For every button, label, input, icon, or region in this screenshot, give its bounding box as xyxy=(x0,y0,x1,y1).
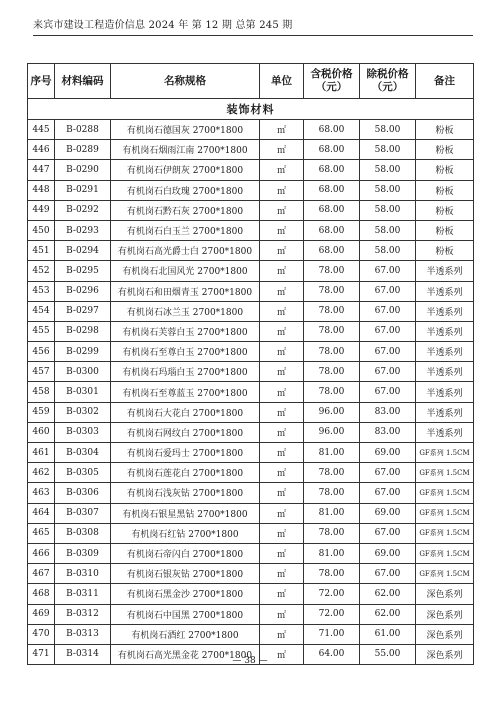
row-notax-price: 69.00 xyxy=(360,443,416,463)
row-notax-price: 58.00 xyxy=(360,241,416,261)
row-notax-price: 67.00 xyxy=(360,564,416,584)
row-name: 有机岗石至尊白玉 2700*1800 xyxy=(111,342,260,362)
row-no: 451 xyxy=(28,241,55,261)
row-no: 471 xyxy=(28,644,55,664)
row-name: 有机岗石北国风光 2700*1800 xyxy=(111,261,260,281)
table-row xyxy=(28,281,474,301)
col-header-notax-price: 除税价格（元） xyxy=(360,64,416,99)
row-tax-price: 96.00 xyxy=(304,422,360,442)
row-tax-price: 81.00 xyxy=(304,543,360,563)
row-unit: ㎡ xyxy=(260,543,304,563)
table-row xyxy=(28,120,474,140)
row-no: 449 xyxy=(28,200,55,220)
row-name: 有机岗石银灰钻 2700*1800 xyxy=(111,564,260,584)
row-tax-price: 78.00 xyxy=(304,463,360,483)
col-header-no: 序号 xyxy=(28,64,55,99)
row-name: 有机岗石黔石灰 2700*1800 xyxy=(111,200,260,220)
row-unit: ㎡ xyxy=(260,120,304,140)
row-no: 452 xyxy=(28,261,55,281)
row-unit: ㎡ xyxy=(260,523,304,543)
col-header-code: 材料编码 xyxy=(55,64,111,99)
row-note: 粉板 xyxy=(416,220,474,240)
table-row xyxy=(28,321,474,341)
table-row xyxy=(28,564,474,584)
row-name: 有机岗石大花白 2700*1800 xyxy=(111,402,260,422)
row-unit: ㎡ xyxy=(260,261,304,281)
row-name: 有机岗石和田烟青玉 2700*1800 xyxy=(111,281,260,301)
row-no: 446 xyxy=(28,140,55,160)
row-note: GF系列 1.5CM xyxy=(416,503,474,523)
row-name: 有机岗石冰兰玉 2700*1800 xyxy=(111,301,260,321)
row-code: B-0306 xyxy=(55,483,111,503)
row-unit: ㎡ xyxy=(260,382,304,402)
row-no: 466 xyxy=(28,543,55,563)
row-note: GF系列 1.5CM xyxy=(416,483,474,503)
row-note: GF系列 1.5CM xyxy=(416,463,474,483)
row-no: 447 xyxy=(28,160,55,180)
col-header-note: 备注 xyxy=(416,64,474,99)
row-no: 469 xyxy=(28,604,55,624)
row-name: 有机岗石伊朗灰 2700*1800 xyxy=(111,160,260,180)
row-notax-price: 58.00 xyxy=(360,140,416,160)
row-note: 半透系列 xyxy=(416,261,474,281)
table-row xyxy=(28,443,474,463)
row-code: B-0302 xyxy=(55,402,111,422)
row-name: 有机岗石白玉兰 2700*1800 xyxy=(111,220,260,240)
table-row xyxy=(28,200,474,220)
row-code: B-0313 xyxy=(55,624,111,644)
row-notax-price: 62.00 xyxy=(360,604,416,624)
row-notax-price: 69.00 xyxy=(360,543,416,563)
row-note: 深色系列 xyxy=(416,624,474,644)
row-note: 半透系列 xyxy=(416,362,474,382)
row-name: 有机岗石烟雨江南 2700*1800 xyxy=(111,140,260,160)
page-header: 来宾市建设工程造价信息 2024 年 第 12 期 总第 245 期 xyxy=(33,20,293,31)
row-name: 有机岗石芙蓉白玉 2700*1800 xyxy=(111,321,260,341)
row-notax-price: 67.00 xyxy=(360,261,416,281)
row-name: 有机岗石莲花白 2700*1800 xyxy=(111,463,260,483)
table-row xyxy=(28,362,474,382)
row-code: B-0291 xyxy=(55,180,111,200)
row-code: B-0314 xyxy=(55,644,111,664)
page-number: — 38 — xyxy=(232,656,268,666)
row-notax-price: 67.00 xyxy=(360,382,416,402)
row-code: B-0295 xyxy=(55,261,111,281)
row-note: 粉板 xyxy=(416,160,474,180)
row-tax-price: 78.00 xyxy=(304,382,360,402)
row-tax-price: 68.00 xyxy=(304,180,360,200)
row-unit: ㎡ xyxy=(260,483,304,503)
row-no: 468 xyxy=(28,584,55,604)
row-name: 有机岗石玛瑙白玉 2700*1800 xyxy=(111,362,260,382)
row-tax-price: 78.00 xyxy=(304,523,360,543)
row-unit: ㎡ xyxy=(260,241,304,261)
row-unit: ㎡ xyxy=(260,200,304,220)
row-code: B-0307 xyxy=(55,503,111,523)
row-name: 有机岗石网纹白 2700*1800 xyxy=(111,422,260,442)
row-notax-price: 67.00 xyxy=(360,463,416,483)
row-name: 有机岗石红钻 2700*1800 xyxy=(111,523,260,543)
row-notax-price: 83.00 xyxy=(360,422,416,442)
row-note: GF系列 1.5CM xyxy=(416,564,474,584)
row-code: B-0289 xyxy=(55,140,111,160)
row-code: B-0311 xyxy=(55,584,111,604)
row-note: 半透系列 xyxy=(416,402,474,422)
row-note: 半透系列 xyxy=(416,422,474,442)
table-row xyxy=(28,543,474,563)
row-name: 有机岗石德国灰 2700*1800 xyxy=(111,120,260,140)
row-name: 有机岗石帝闪白 2700*1800 xyxy=(111,543,260,563)
row-code: B-0298 xyxy=(55,321,111,341)
row-notax-price: 67.00 xyxy=(360,523,416,543)
row-notax-price: 58.00 xyxy=(360,160,416,180)
row-note: 半透系列 xyxy=(416,301,474,321)
row-code: B-0310 xyxy=(55,564,111,584)
row-unit: ㎡ xyxy=(260,160,304,180)
row-note: 深色系列 xyxy=(416,604,474,624)
row-note: 深色系列 xyxy=(416,644,474,664)
row-unit: ㎡ xyxy=(260,321,304,341)
row-unit: ㎡ xyxy=(260,301,304,321)
row-code: B-0309 xyxy=(55,543,111,563)
row-tax-price: 64.00 xyxy=(304,644,360,664)
row-no: 445 xyxy=(28,120,55,140)
table-row xyxy=(28,301,474,321)
row-code: B-0299 xyxy=(55,342,111,362)
row-no: 450 xyxy=(28,220,55,240)
row-notax-price: 58.00 xyxy=(360,200,416,220)
row-tax-price: 72.00 xyxy=(304,604,360,624)
row-notax-price: 67.00 xyxy=(360,301,416,321)
row-notax-price: 55.00 xyxy=(360,644,416,664)
row-tax-price: 78.00 xyxy=(304,301,360,321)
row-tax-price: 72.00 xyxy=(304,584,360,604)
row-tax-price: 68.00 xyxy=(304,241,360,261)
row-no: 467 xyxy=(28,564,55,584)
row-tax-price: 68.00 xyxy=(304,220,360,240)
row-code: B-0297 xyxy=(55,301,111,321)
row-tax-price: 68.00 xyxy=(304,200,360,220)
table-row xyxy=(28,220,474,240)
row-code: B-0293 xyxy=(55,220,111,240)
row-notax-price: 58.00 xyxy=(360,120,416,140)
table-row xyxy=(28,402,474,422)
table-row xyxy=(28,382,474,402)
row-note: 粉板 xyxy=(416,200,474,220)
row-note: 半透系列 xyxy=(416,382,474,402)
row-notax-price: 69.00 xyxy=(360,503,416,523)
row-no: 459 xyxy=(28,402,55,422)
table-header-row xyxy=(28,64,474,99)
row-notax-price: 67.00 xyxy=(360,362,416,382)
row-name: 有机岗石酒红 2700*1800 xyxy=(111,624,260,644)
row-note: GF系列 1.5CM xyxy=(416,443,474,463)
row-code: B-0292 xyxy=(55,200,111,220)
row-no: 463 xyxy=(28,483,55,503)
row-tax-price: 68.00 xyxy=(304,160,360,180)
row-note: 深色系列 xyxy=(416,584,474,604)
row-unit: ㎡ xyxy=(260,503,304,523)
table-row xyxy=(28,180,474,200)
row-unit: ㎡ xyxy=(260,584,304,604)
row-unit: ㎡ xyxy=(260,624,304,644)
row-unit: ㎡ xyxy=(260,220,304,240)
row-unit: ㎡ xyxy=(260,443,304,463)
row-tax-price: 78.00 xyxy=(304,483,360,503)
row-unit: ㎡ xyxy=(260,281,304,301)
header-rule xyxy=(33,35,473,36)
row-notax-price: 83.00 xyxy=(360,402,416,422)
table-row xyxy=(28,624,474,644)
row-no: 457 xyxy=(28,362,55,382)
row-tax-price: 78.00 xyxy=(304,321,360,341)
row-unit: ㎡ xyxy=(260,644,304,664)
row-note: 半透系列 xyxy=(416,321,474,341)
row-code: B-0288 xyxy=(55,120,111,140)
row-name: 有机岗石至尊蓝玉 2700*1800 xyxy=(111,382,260,402)
row-code: B-0296 xyxy=(55,281,111,301)
row-code: B-0303 xyxy=(55,422,111,442)
row-notax-price: 58.00 xyxy=(360,220,416,240)
row-code: B-0304 xyxy=(55,443,111,463)
row-notax-price: 67.00 xyxy=(360,483,416,503)
row-no: 454 xyxy=(28,301,55,321)
table-row xyxy=(28,261,474,281)
row-notax-price: 61.00 xyxy=(360,624,416,644)
row-unit: ㎡ xyxy=(260,342,304,362)
row-no: 464 xyxy=(28,503,55,523)
row-tax-price: 68.00 xyxy=(304,140,360,160)
row-note: 粉板 xyxy=(416,180,474,200)
row-tax-price: 81.00 xyxy=(304,503,360,523)
row-code: B-0290 xyxy=(55,160,111,180)
table-row xyxy=(28,342,474,362)
row-tax-price: 78.00 xyxy=(304,342,360,362)
row-name: 有机岗石白玫瑰 2700*1800 xyxy=(111,180,260,200)
row-no: 462 xyxy=(28,463,55,483)
row-no: 458 xyxy=(28,382,55,402)
col-header-tax-price: 含税价格（元） xyxy=(304,64,360,99)
row-notax-price: 58.00 xyxy=(360,180,416,200)
row-name: 有机岗石高光黑金花 2700*1800 xyxy=(111,644,260,664)
section-row xyxy=(28,99,474,120)
row-no: 460 xyxy=(28,422,55,442)
row-note: 粉板 xyxy=(416,120,474,140)
col-header-name: 名称规格 xyxy=(111,64,260,99)
row-tax-price: 68.00 xyxy=(304,120,360,140)
table-row xyxy=(28,523,474,543)
row-tax-price: 78.00 xyxy=(304,564,360,584)
row-code: B-0294 xyxy=(55,241,111,261)
row-tax-price: 96.00 xyxy=(304,402,360,422)
row-unit: ㎡ xyxy=(260,564,304,584)
row-tax-price: 71.00 xyxy=(304,624,360,644)
row-note: 半透系列 xyxy=(416,342,474,362)
row-note: 半透系列 xyxy=(416,281,474,301)
row-note: GF系列 1.5CM xyxy=(416,523,474,543)
row-tax-price: 81.00 xyxy=(304,443,360,463)
row-code: B-0305 xyxy=(55,463,111,483)
row-name: 有机岗石高光爵士白 2700*1800 xyxy=(111,241,260,261)
row-note: 粉板 xyxy=(416,140,474,160)
row-unit: ㎡ xyxy=(260,180,304,200)
table-row xyxy=(28,584,474,604)
table-row xyxy=(28,463,474,483)
table-row xyxy=(28,160,474,180)
row-no: 448 xyxy=(28,180,55,200)
row-unit: ㎡ xyxy=(260,140,304,160)
row-code: B-0308 xyxy=(55,523,111,543)
row-code: B-0312 xyxy=(55,604,111,624)
row-tax-price: 78.00 xyxy=(304,281,360,301)
row-no: 453 xyxy=(28,281,55,301)
row-unit: ㎡ xyxy=(260,402,304,422)
table-row xyxy=(28,140,474,160)
row-code: B-0301 xyxy=(55,382,111,402)
row-unit: ㎡ xyxy=(260,422,304,442)
table-row xyxy=(28,604,474,624)
col-header-unit: 单位 xyxy=(260,64,304,99)
row-notax-price: 67.00 xyxy=(360,281,416,301)
row-name: 有机岗石银星黑钻 2700*1800 xyxy=(111,503,260,523)
row-code: B-0300 xyxy=(55,362,111,382)
section-title: 装饰材料 xyxy=(28,99,474,120)
row-tax-price: 78.00 xyxy=(304,261,360,281)
table-row xyxy=(28,241,474,261)
row-no: 461 xyxy=(28,443,55,463)
row-name: 有机岗石爱玛士 2700*1800 xyxy=(111,443,260,463)
table-row xyxy=(28,503,474,523)
row-tax-price: 78.00 xyxy=(304,362,360,382)
row-notax-price: 67.00 xyxy=(360,321,416,341)
row-note: GF系列 1.5CM xyxy=(416,543,474,563)
table-row xyxy=(28,422,474,442)
row-no: 456 xyxy=(28,342,55,362)
row-no: 465 xyxy=(28,523,55,543)
row-unit: ㎡ xyxy=(260,463,304,483)
row-no: 470 xyxy=(28,624,55,644)
row-note: 粉板 xyxy=(416,241,474,261)
row-notax-price: 67.00 xyxy=(360,342,416,362)
row-name: 有机岗石浅灰钻 2700*1800 xyxy=(111,483,260,503)
row-name: 有机岗石黑金沙 2700*1800 xyxy=(111,584,260,604)
row-unit: ㎡ xyxy=(260,362,304,382)
row-no: 455 xyxy=(28,321,55,341)
row-unit: ㎡ xyxy=(260,604,304,624)
row-notax-price: 62.00 xyxy=(360,584,416,604)
price-table xyxy=(27,63,474,665)
table-row xyxy=(28,483,474,503)
row-name: 有机岗石中国黑 2700*1800 xyxy=(111,604,260,624)
